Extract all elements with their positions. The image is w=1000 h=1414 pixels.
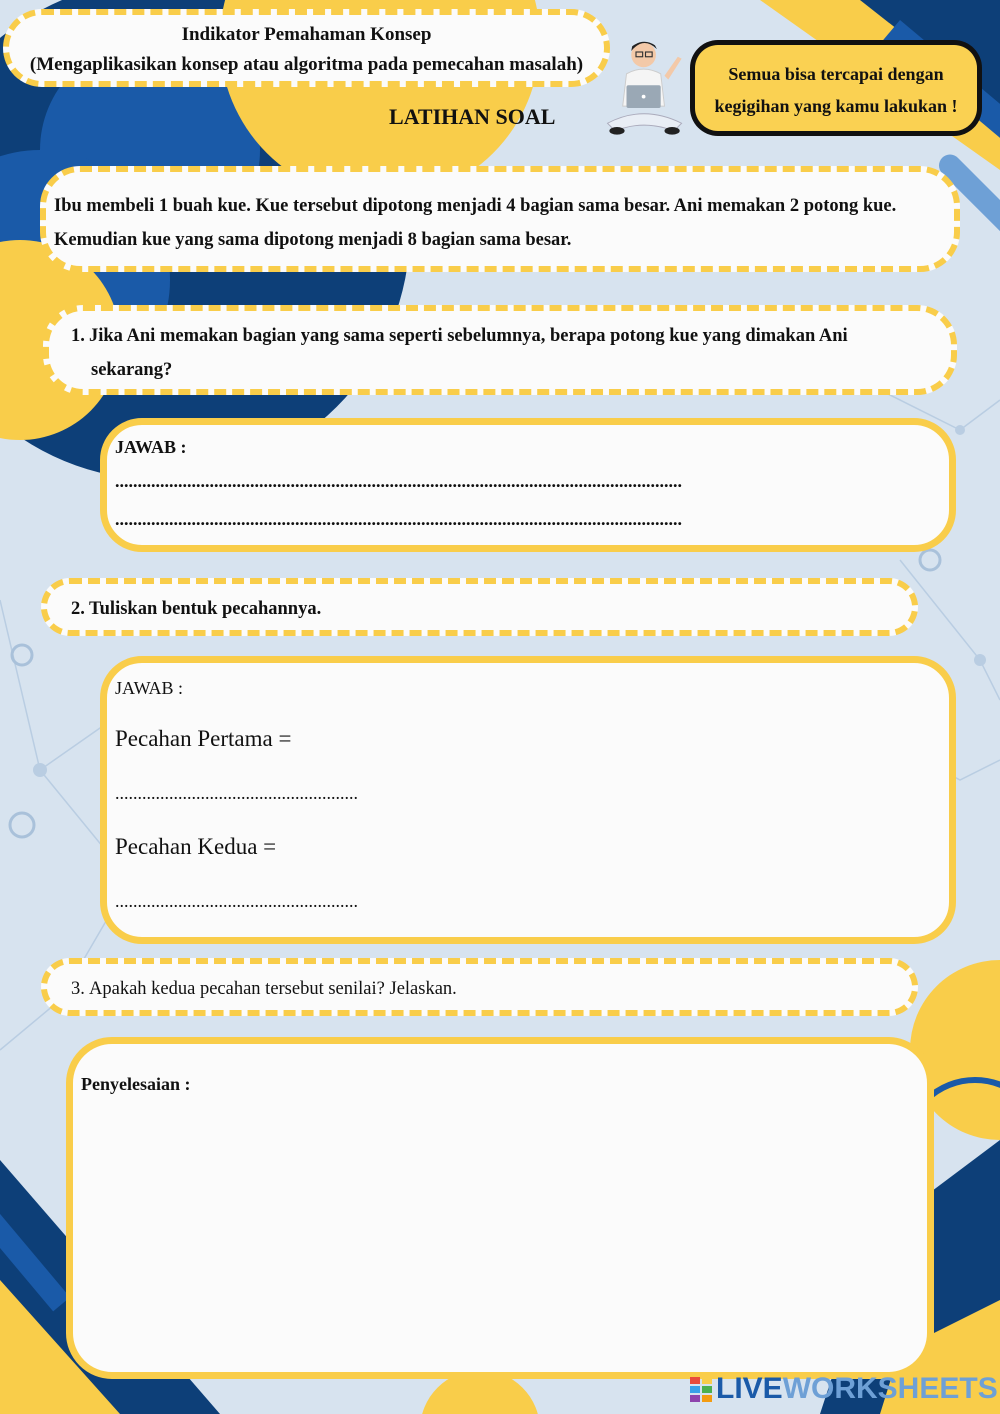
motivation-inner	[695, 45, 977, 131]
answer-1-line-2[interactable]: ..............................................................................................................................	[115, 509, 682, 529]
logo-mark-icon	[690, 1377, 712, 1403]
question-2-number: 2.	[71, 599, 85, 619]
question-1-box	[43, 305, 957, 395]
first-fraction-label: Pecahan Pertama =	[115, 726, 292, 751]
indicator-box	[3, 9, 610, 87]
student-with-laptop-icon	[598, 30, 693, 150]
question-3-number: 3.	[71, 979, 85, 999]
motivation-line1: Semua bisa tercapai dengan	[728, 64, 944, 84]
answer-3-label: Penyelesaian :	[81, 1074, 191, 1094]
question-2-box	[41, 578, 918, 636]
question-2-text: Tuliskan bentuk pecahannya.	[89, 599, 322, 619]
indicator-subtitle: (Mengaplikasikan konsep atau algoritma pada pemecahan masalah)	[29, 54, 584, 75]
question-1-text-cont: sekarang?	[91, 360, 173, 380]
question-1-number: 1.	[71, 326, 85, 346]
question-3-box	[41, 958, 918, 1016]
logo-live: LIVE	[716, 1372, 783, 1405]
section-title: LATIHAN SOAL	[389, 104, 556, 129]
answer-2-label: JAWAB :	[115, 678, 184, 698]
answer-1-line-1[interactable]: ..............................................................................................................................	[115, 471, 682, 491]
logo-worksheets: WORKSHEETS	[782, 1372, 998, 1405]
indicator-title: Indikator Pemahaman Konsep	[181, 24, 432, 45]
motivation-line2: kegigihan yang kamu lakukan !	[714, 96, 958, 116]
motivation-box	[690, 40, 982, 136]
answer-3-box[interactable]	[66, 1037, 934, 1379]
answer-1-label: JAWAB :	[115, 437, 187, 457]
story-line1: Ibu membeli 1 buah kue. Kue tersebut dipotong menjadi 4 bagian sama besar. Ani memakan 2 potong kue.	[54, 196, 897, 216]
first-fraction-field[interactable]: ......................................................	[115, 783, 358, 803]
question-3-text: Apakah kedua pecahan tersebut senilai? Jelaskan.	[89, 979, 457, 999]
answer-2-box[interactable]	[100, 656, 956, 944]
second-fraction-label: Pecahan Kedua =	[115, 834, 277, 859]
story-line2: Kemudian kue yang sama dipotong menjadi 8 bagian sama besar.	[54, 230, 572, 250]
liveworksheets-logo	[690, 1372, 998, 1406]
question-1-text: Jika Ani memakan bagian yang sama seperti sebelumnya, berapa potong kue yang dimakan Ani	[89, 326, 848, 346]
story-box	[40, 166, 960, 272]
second-fraction-field[interactable]: ......................................................	[115, 891, 358, 911]
answer-1-box[interactable]	[100, 418, 956, 552]
